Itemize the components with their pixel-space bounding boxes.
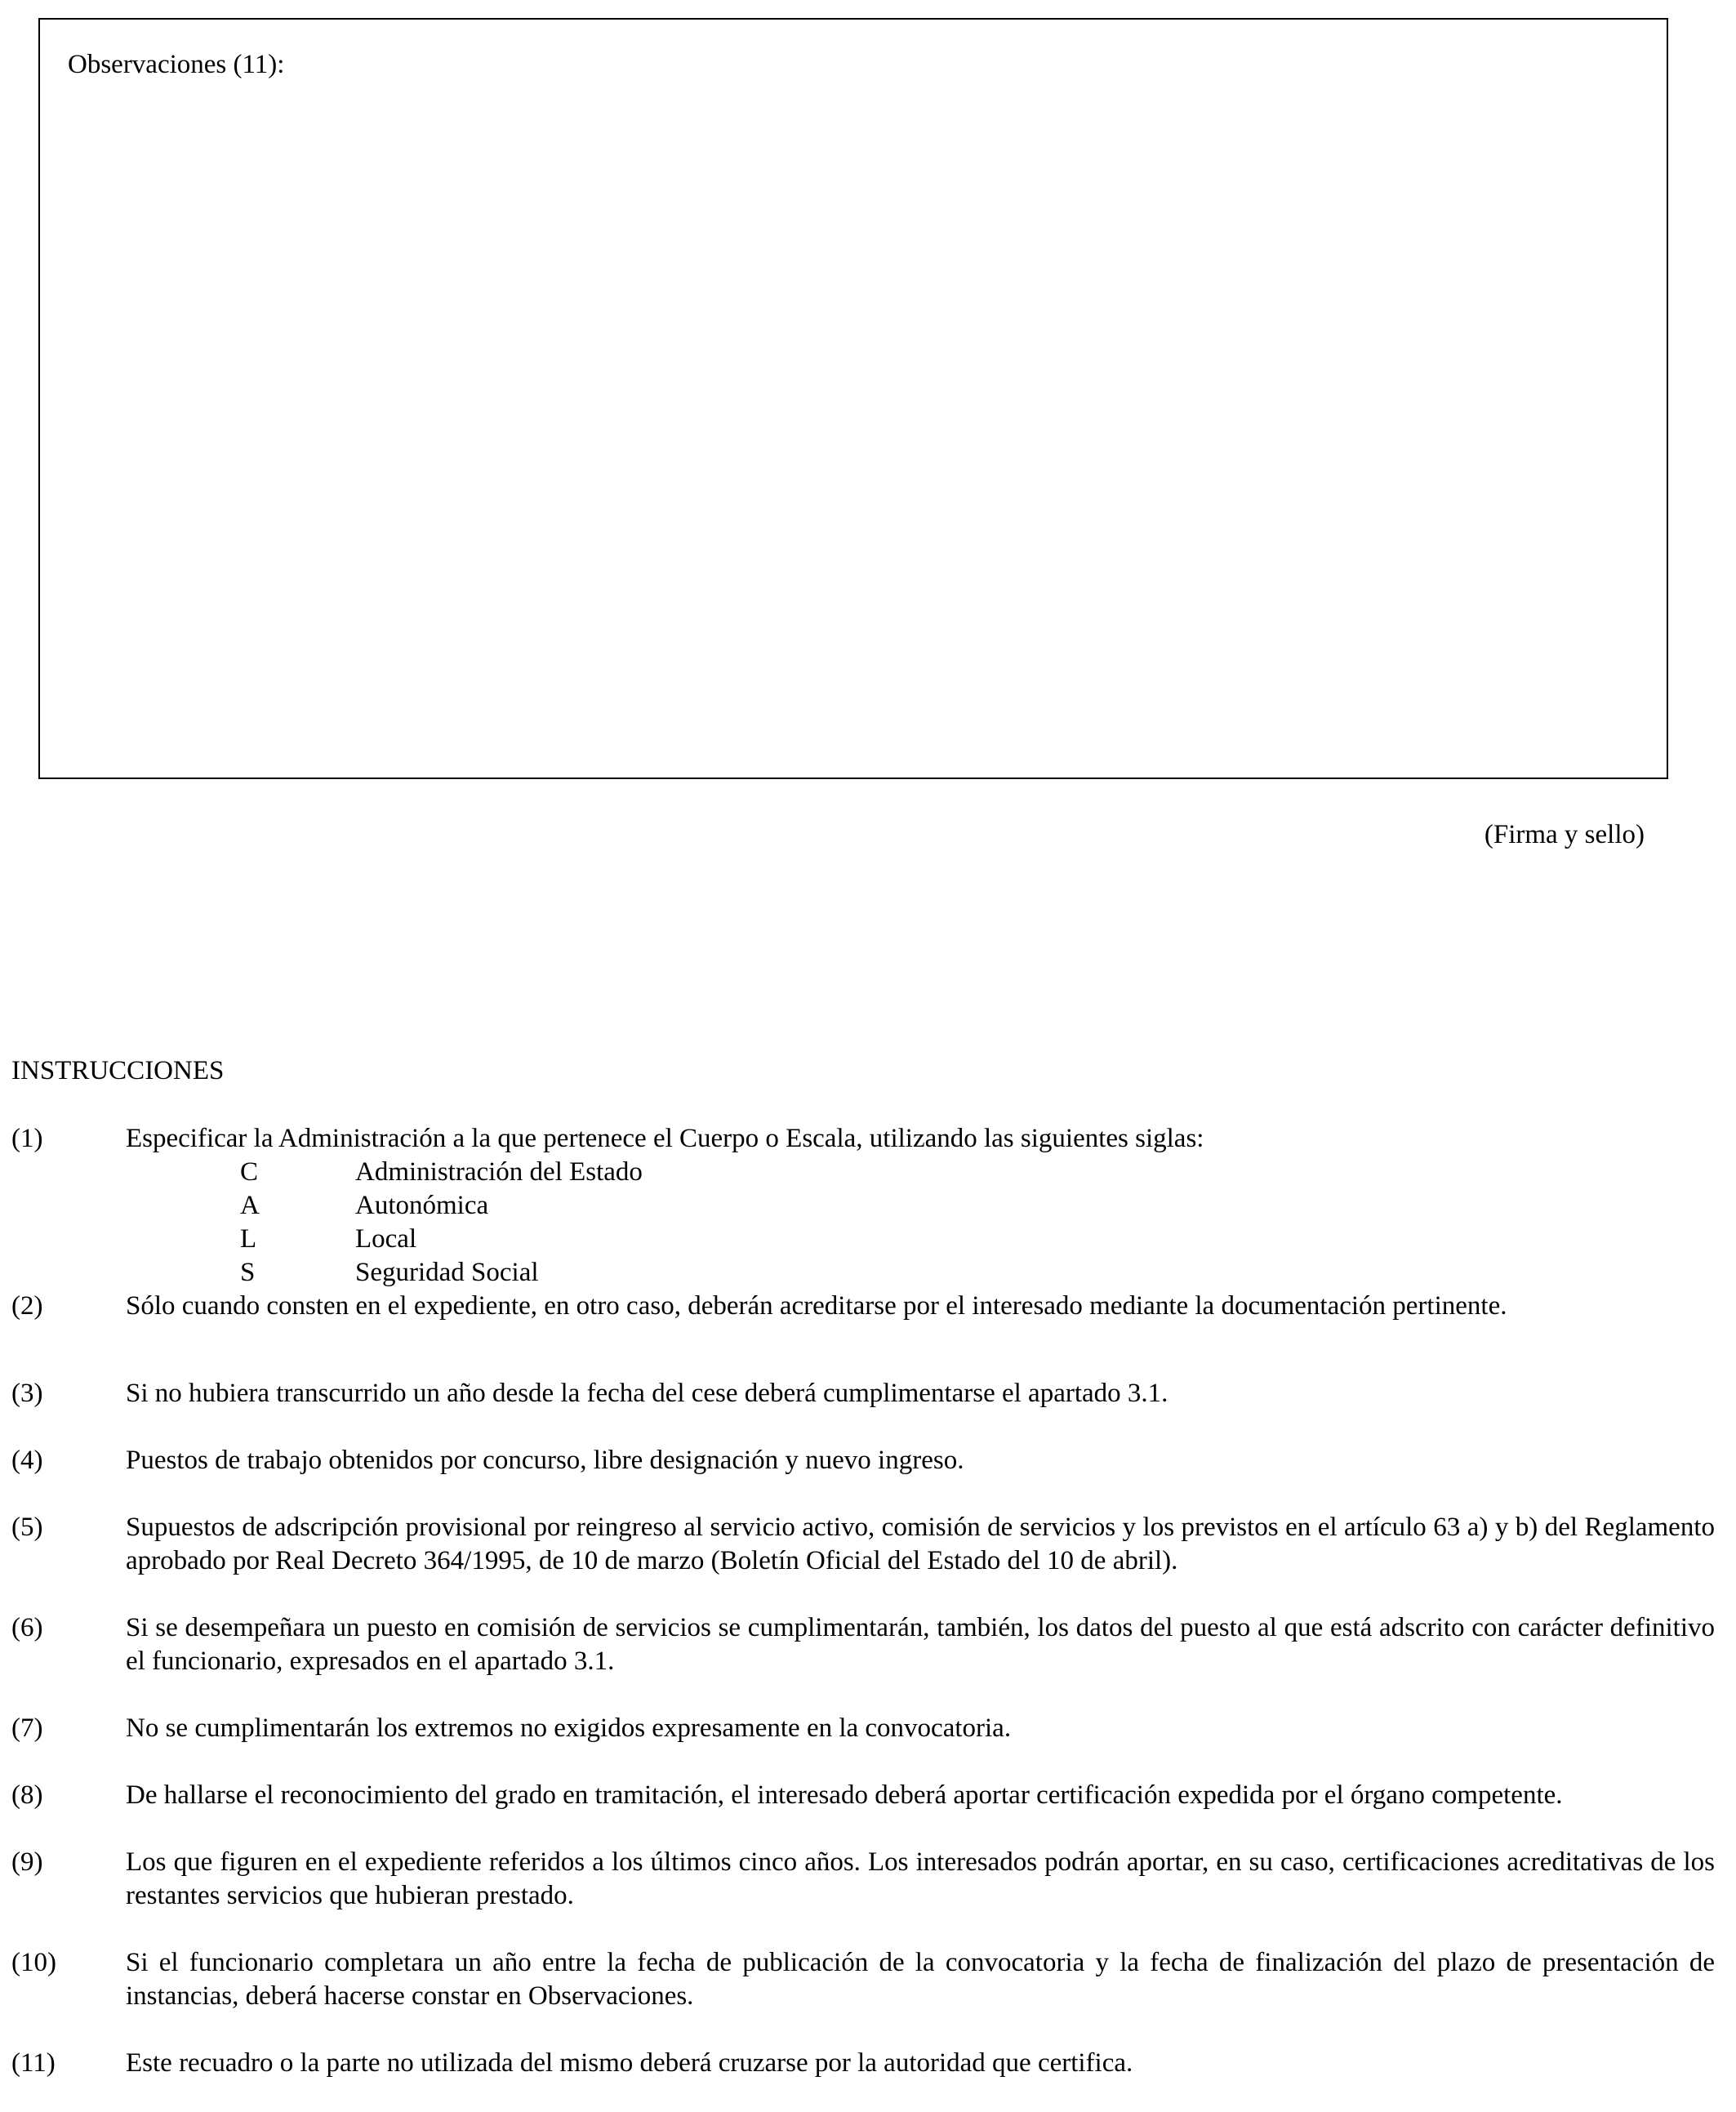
sigla-description: Autonómica	[355, 1191, 489, 1220]
note-text: Especificar la Administración a la que pertenece el Cuerpo o Escala, utilizando las siguientes siglas:	[126, 1124, 1204, 1153]
note-number: (9)	[11, 1847, 43, 1877]
sigla-code: A	[240, 1191, 260, 1220]
instruction-note-1	[11, 1122, 1715, 1156]
instruction-note-8	[11, 1779, 1715, 1812]
sigla-description: Administración del Estado	[355, 1157, 643, 1187]
note-number: (6)	[11, 1613, 43, 1642]
sigla-description: Local	[355, 1224, 417, 1254]
instruction-note-6	[11, 1611, 1715, 1678]
note-text: Si el funcionario completara un año entre la fecha de publicación de la convocatoria y la fecha de finalización del plazo de presentación de instancias, deberá hacerse constar en Observaciones.	[126, 1948, 1715, 2011]
note-text: No se cumplimentarán los extremos no exigidos expresamente en la convocatoria.	[126, 1713, 1012, 1743]
note-number: (10)	[11, 1948, 56, 1977]
note-number: (7)	[11, 1713, 43, 1743]
sigla-code: C	[240, 1157, 259, 1187]
instruction-note-5	[11, 1511, 1715, 1578]
instruction-note-9	[11, 1846, 1715, 1913]
note-text: De hallarse el reconocimiento del grado en tramitación, el interesado deberá aportar certificación expedida por el órgano competente.	[126, 1780, 1563, 1810]
note-number: (11)	[11, 2048, 56, 2078]
instruction-note-10	[11, 1946, 1715, 2013]
instruction-note-4	[11, 1444, 1715, 1477]
instruction-note-11	[11, 2047, 1715, 2080]
note-number: (8)	[11, 1780, 43, 1810]
note-text: Este recuadro o la parte no utilizada del mismo deberá cruzarse por la autoridad que certifica.	[126, 2048, 1133, 2078]
note-text: Si no hubiera transcurrido un año desde la fecha del cese deberá cumplimentarse el apartado 3.1.	[126, 1379, 1168, 1408]
sigla-code: S	[240, 1258, 256, 1287]
note-text: Supuestos de adscripción provisional por reingreso al servicio activo, comisión de servicios y los previstos en el artículo 63 a) y b) del Reglamento aprobado por Real Decreto 364/1995, de 10 de marzo (Boletín Oficial del Estado del 10 de abril).	[126, 1513, 1715, 1575]
sigla-description: Seguridad Social	[355, 1258, 539, 1287]
note-number: (1)	[11, 1124, 43, 1153]
firma-sello-label: (Firma y sello)	[1484, 820, 1645, 849]
observaciones-label: Observaciones (11):	[68, 50, 285, 79]
note-text: Si se desempeñara un puesto en comisión de servicios se cumplimentarán, también, los datos del puesto al que está adscrito con carácter definitivo el funcionario, expresados en el apartado 3.1.	[126, 1613, 1715, 1676]
note-number: (2)	[11, 1291, 43, 1321]
note-text: Puestos de trabajo obtenidos por concurso, libre designación y nuevo ingreso.	[126, 1446, 964, 1475]
instruction-note-3	[11, 1377, 1715, 1410]
note-number: (5)	[11, 1513, 43, 1542]
instruction-note-7	[11, 1712, 1715, 1745]
note-text: Sólo cuando consten en el expediente, en otro caso, deberán acreditarse por el interesado mediante la documentación pertinente.	[126, 1291, 1507, 1321]
instruction-note-2	[11, 1290, 1715, 1323]
observaciones-box	[38, 18, 1668, 779]
note-text: Los que figuren en el expediente referidos a los últimos cinco años. Los interesados podrán aportar, en su caso, certificaciones acreditativas de los restantes servicios que hubieran prestado.	[126, 1847, 1715, 1910]
note-number: (4)	[11, 1446, 43, 1475]
note-number: (3)	[11, 1379, 43, 1408]
sigla-code: L	[240, 1224, 257, 1254]
instrucciones-heading: INSTRUCCIONES	[11, 1056, 225, 1085]
